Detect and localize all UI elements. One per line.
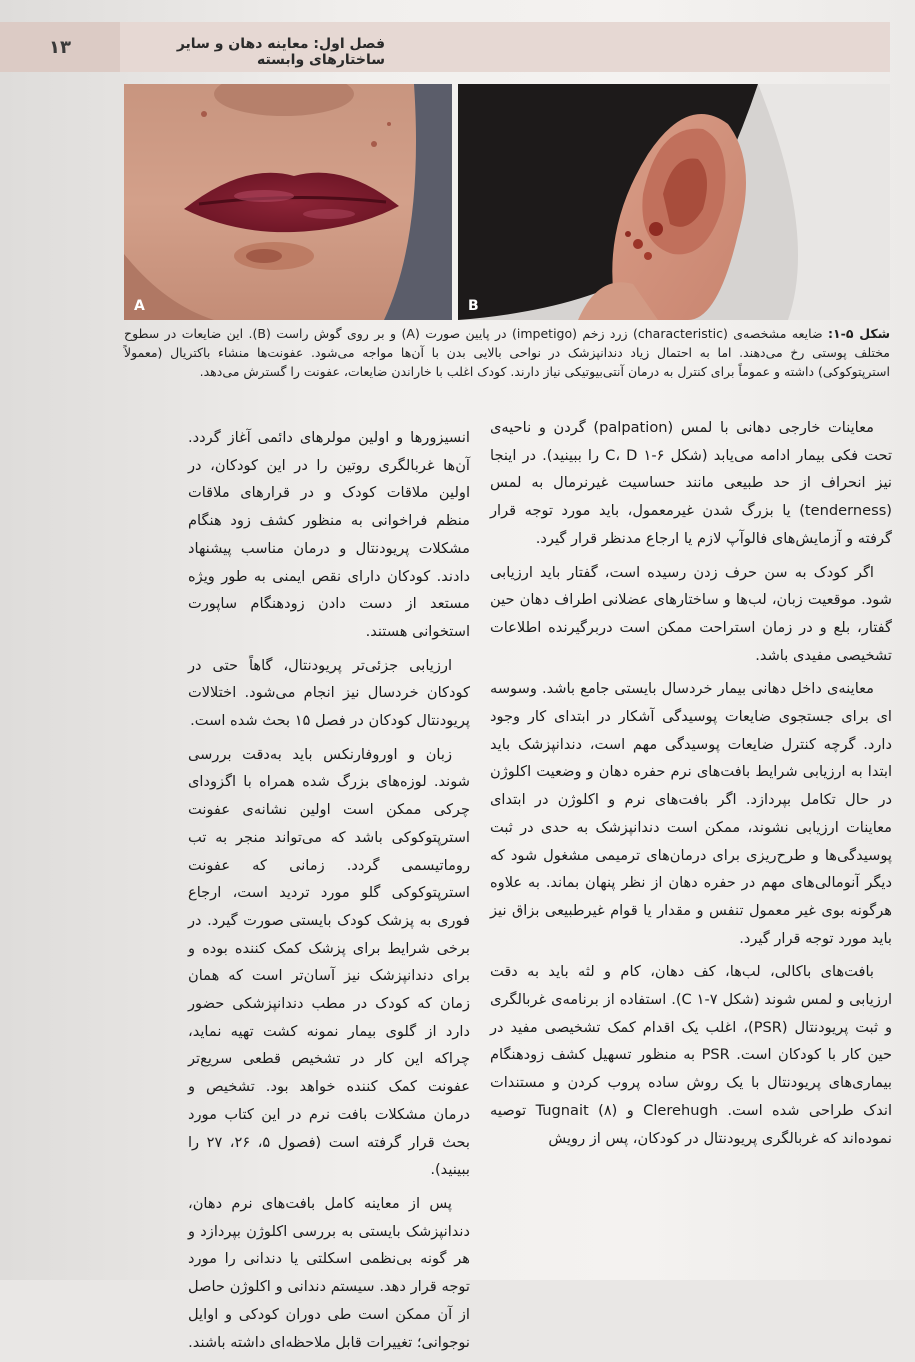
paragraph: معاینات خارجی دهانی با لمس (palpation) گردن و ناحیه‌ی تحت فکی بیمار ادامه می‌یابد (شکل ۶-۱ C، D را ببینید). در اینجا نیز انحراف از حد طبیعی مانند حساسیت غیرنرمال به لمس (tenderness) یا بزرگ شدن غیرمعمول، باید مورد توجه قرار گرفته و آزمایش‌های فالوآپ لازم یا ارجاع مدنظر قرار گیرد.: [490, 419, 893, 547]
paragraph: بافت‌های باکالی، لب‌ها، کف دهان، کام و لثه باید به دقت ارزیابی و لمس شوند (شکل ۷-۱ C). استفاده از برنامه‌ی غربالگری و ثبت پریودنتال (PSR)، اغلب یک اقدام کمک تشخیصی مفید در حین کار با کودکان است. PSR به منظور تسهیل کشف زودهنگام بیماری‌های پریودنتال با یک روش ساده پروب کردن و مستندات اندک طراحی شده است. Clerehugh و Tugnait (۸) توصیه نموده‌اند که غربالگری پریودنتال در کودکان، پس از رویش: [490, 963, 893, 1147]
figure-label-a: A: [134, 298, 145, 314]
figure-caption: [124, 324, 890, 381]
face-photo: [124, 84, 452, 320]
paragraph: معاینه‌ی داخل دهانی بیمار خردسال بایستی جامع باشد. وسوسه ای برای جستجوی ضایعات پوسیدگی آشکار در ابتدای کار وجود دارد. گرچه کنترل ضایعات پوسیدگی مهم است، دندانپزشک باید ابتدا به ارزیابی شرایط بافت‌های نرم حفره دهان و وضعیت اکلوژن در حال تکامل بپردازد. اگر بافت‌های نرم و اکلوژن در ابتدای معاینات ارزیابی نشوند، ممکن است دندانپزشک به حدی در ثبت پوسیدگی‌ها و طرح‌ریزی برای درمان‌های ترمیمی مشغول شود که دیگر آنومالی‌های مهم در حفره دهان از نظر پنهان بماند. به علاوه هرگونه بوی غیر معمول تنفس و مقدار یا قوام غیرطبیعی بزاق نیز باید مورد توجه قرار گیرد.: [490, 680, 892, 947]
paragraph: ارزیابی جزئی‌تر پریودنتال، گاهاً حتی در کودکان خردسال نیز انجام می‌شود. اختلالات پریودنتال کودکان در فصل ۱۵ بحث شده است.: [188, 656, 470, 730]
paragraph: اگر کودک به سن حرف زدن رسیده است، گفتار باید ارزیابی شود. موقعیت زبان، لب‌ها و ساختارهای عضلانی اطراف دهان حین گفتار، بلع و در زمان استراحت ممکن است دربرگیرنده اطلاعات تشخیصی مفیدی باشد.: [490, 563, 892, 664]
paragraph: پس از معاینه کامل بافت‌های نرم دهان، دندانپزشک بایستی به بررسی اکلوژن بپردازد و هر گونه بی‌نظمی اسکلتی یا دندانی را مورد توجه قرار دهد. سیستم دندانی و اکلوژن حاصل از آن ممکن است طی دوران کودکی و اوایل نوجوانی؛ تغییرات قابل ملاحظه‌ای داشته باشند.: [188, 1194, 470, 1351]
ear-photo: [458, 84, 890, 320]
figure-b-ear-impetigo: [458, 84, 890, 320]
caption-number: شکل ۵-۱:: [827, 326, 890, 341]
right-column: [490, 414, 892, 1158]
page-number: ۱۳: [0, 22, 120, 72]
figure-label-b: B: [468, 298, 479, 314]
paragraph: زبان و اوروفارنکس باید به‌دقت بررسی شوند. لوزه‌های بزرگ شده همراه با اگزودای چرکی ممکن است اولین نشانه‌ی عفونت استرپتوکوکی باشد که می‌تواند منجر به تب روماتیسمی گردد. زمانی که عفونت استرپتوکوکی گلو مورد تردید است، ارجاع فوری به پزشک کودک بایستی صورت گیرد. در برخی شرایط برای پزشک کمک کننده بوده و برای دندانپزشک نیز آسان‌تر است که همان زمان که کودک در مطب دندانپزشکی حضور دارد از گلوی بیمار نمونه کشت تهیه نماید، چراکه این کار در تشخیص قطعی سریع‌تر عفونت کمک کننده خواهد بود. تشخیص و درمان مشکلات بافت نرم در این کتاب مورد بحث قرار گرفته است (فصول ۵، ۲۶، ۲۷ را ببینید).: [188, 745, 470, 1179]
caption-text: ضایعه مشخصه‌ی (characteristic) زرد زخم (impetigo) در پایین صورت (A) و بر روی گوش راست (B). این ضایعات در سطوح مختلف پوستی رخ می‌دهند. اما به احتمال زیاد دندانپزشک در نواحی بالایی بدن با آن‌ها مواجه می‌شود. عفونت‌ها منشاء باکتریال (معمولاً استرپتوکوکی) داشته و عموماً برای کنترل به درمان آنتی‌بیوتیکی نیاز دارند. کودک اغلب با خاراندن ضایعات، عفونت را گسترش می‌دهد.: [124, 326, 890, 379]
left-column: [188, 424, 470, 1362]
figure-a-lip-impetigo: [124, 84, 452, 320]
paragraph: انسیزورها و اولین مولرهای دائمی آغاز گردد. آن‌ها غربالگری روتین را در این کودکان، در اولین ملاقات کودک و در قرارهای ملاقات منظم فراخوانی به منظور کشف زود هنگام مشکلات پریودنتال و درمان مناسب پیشنهاد دادند. کودکان دارای نقص ایمنی به طور ویژه مستعد از دست دادن زودهنگام ساپورت استخوانی هستند.: [188, 429, 470, 640]
chapter-title: فصل اول: معاینه دهان و سایر ساختارهای وابسته: [176, 36, 385, 68]
